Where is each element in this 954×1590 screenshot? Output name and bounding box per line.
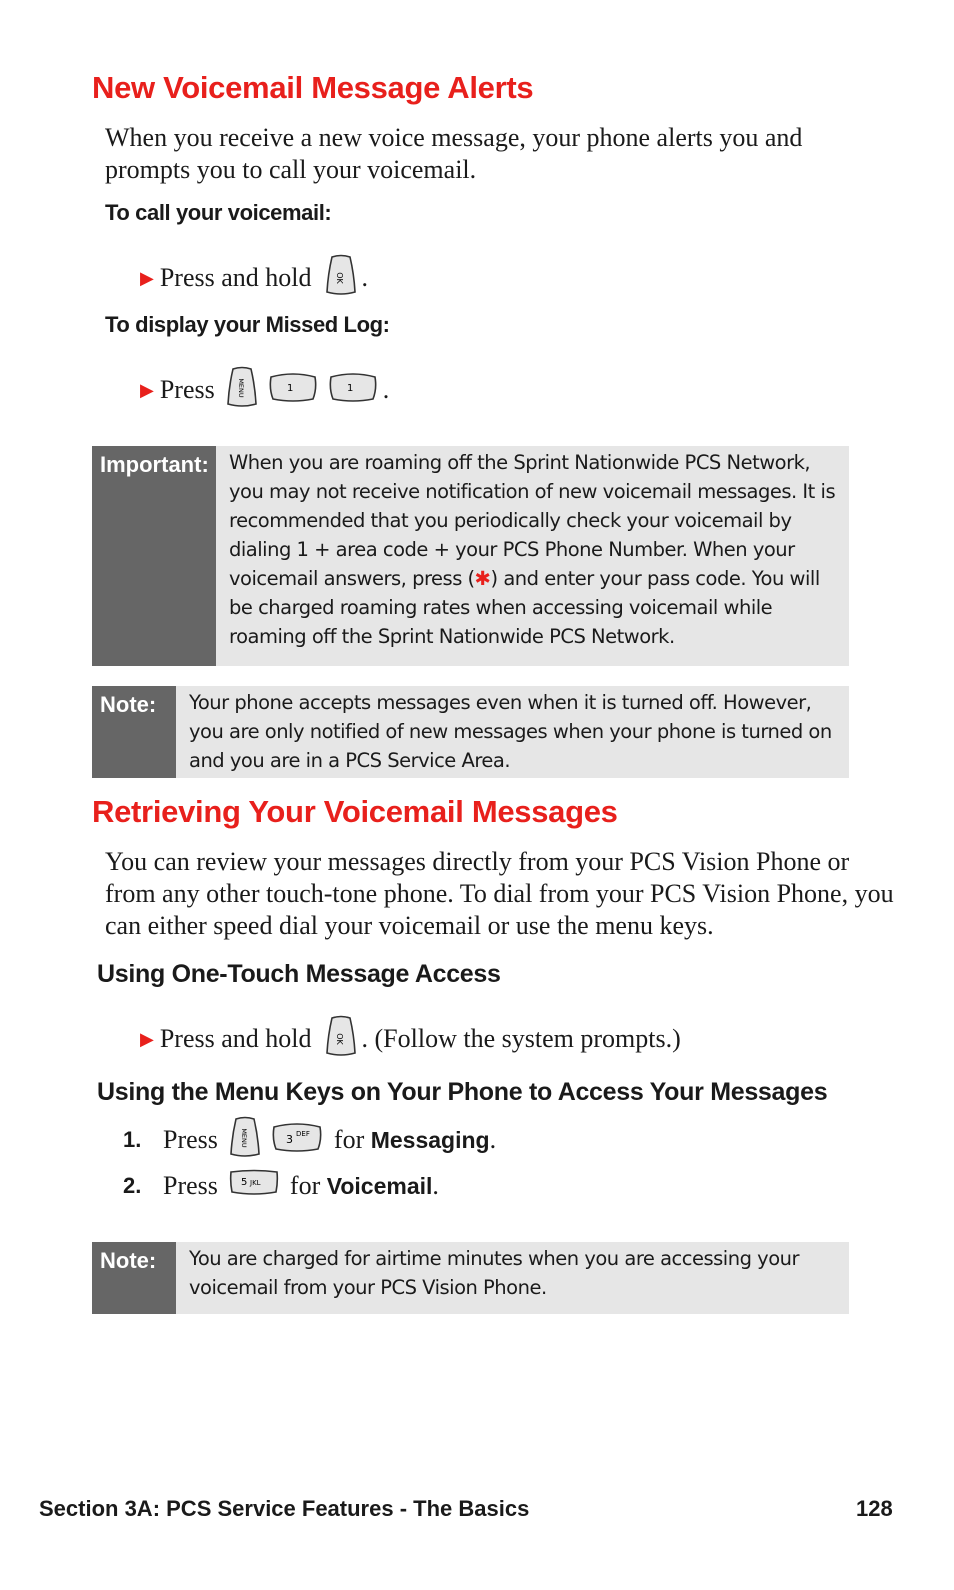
key-3-def-icon <box>270 1119 324 1162</box>
svg-text:5: 5 <box>240 1176 248 1188</box>
ok-key-icon <box>324 254 358 303</box>
one-touch-heading: Using One-Touch Message Access <box>97 960 501 988</box>
svg-text:MENU: MENU <box>236 377 245 398</box>
bullet-arrow-icon: ▶ <box>140 1028 154 1050</box>
svg-text:3: 3 <box>285 1132 293 1146</box>
svg-text:OK: OK <box>334 271 344 284</box>
retrieving-intro-paragraph: You can review your messages directly from your PCS Vision Phone or from any other touch-tone phone. To dial from your PCS Vision Phone, you can either speed dial your voicemail or use the menu keys. <box>105 847 894 940</box>
bullet-arrow-icon: ▶ <box>140 379 154 401</box>
key-1-icon <box>267 369 319 412</box>
footer-section-title: Section 3A: PCS Service Features - The Basics <box>39 1496 530 1521</box>
section-title-new-voicemail-alerts: New Voicemail Message Alerts <box>92 70 534 105</box>
call-voicemail-heading: To call your voicemail: <box>105 200 332 225</box>
note-label: Note: <box>92 686 176 778</box>
key-5-jkl-icon <box>228 1168 280 1205</box>
voicemail-menu-label: Voicemail <box>326 1172 433 1199</box>
one-touch-step: ▶ Press and hold OK . (Follow the system prompts.) <box>140 1017 681 1061</box>
note-text: You are charged for airtime minutes when you are accessing your voicemail from your PCS Vision Phone. <box>189 1247 800 1299</box>
messaging-menu-label: Messaging <box>370 1126 490 1153</box>
note-callout-2 <box>92 1242 849 1314</box>
svg-text:MENU: MENU <box>239 1127 248 1148</box>
bullet-arrow-icon: ▶ <box>140 267 154 289</box>
asterisk-key-icon: ✱ <box>474 567 491 590</box>
svg-text:1: 1 <box>346 382 354 394</box>
menu-step-2: 2. Press 5 JKL for Voicemail . <box>123 1164 439 1208</box>
note-callout-1 <box>92 686 849 778</box>
key-1-icon <box>327 369 379 412</box>
menu-key-icon <box>225 366 259 415</box>
important-label: Important: <box>92 446 216 666</box>
svg-text:1: 1 <box>286 382 294 394</box>
intro-paragraph: When you receive a new voice message, your phone alerts you and prompts you to call your voicemail. <box>105 123 803 184</box>
page-number: 128 <box>856 1496 893 1521</box>
svg-text:OK: OK <box>334 1032 344 1045</box>
menu-step-1: 1. Press MENU 3 DEF for Messaging . <box>123 1118 496 1162</box>
important-callout <box>92 446 849 666</box>
missed-log-step: ▶ Press MENU 1 1 . <box>140 368 389 412</box>
menu-keys-heading: Using the Menu Keys on Your Phone to Access Your Messages <box>97 1078 828 1106</box>
call-voicemail-step: ▶ Press and hold OK . <box>140 256 368 300</box>
important-text: When you are roaming off the Sprint Nationwide PCS Network, you may not receive notification of new voicemail messages. It is recommended that you periodically check your voicemail by dialing 1 + area code + your PCS Phone Number. When your voicemail answers, press (✱) and enter your pass code. You will be charged roaming rates when accessing voicemail while roaming off the Sprint Nationwide PCS Network. <box>229 451 836 648</box>
menu-key-icon <box>228 1116 262 1165</box>
note-text: Your phone accepts messages even when it is turned off. However, you are only notified of new messages when your phone is turned on and you are in a PCS Service Area. <box>189 691 832 772</box>
svg-text:JKL: JKL <box>249 1178 261 1187</box>
missed-log-heading: To display your Missed Log: <box>105 312 390 337</box>
note-label: Note: <box>92 1242 176 1314</box>
svg-text:DEF: DEF <box>295 1129 310 1138</box>
ok-key-icon <box>324 1015 358 1064</box>
section-title-retrieving-voicemail: Retrieving Your Voicemail Messages <box>92 794 618 829</box>
